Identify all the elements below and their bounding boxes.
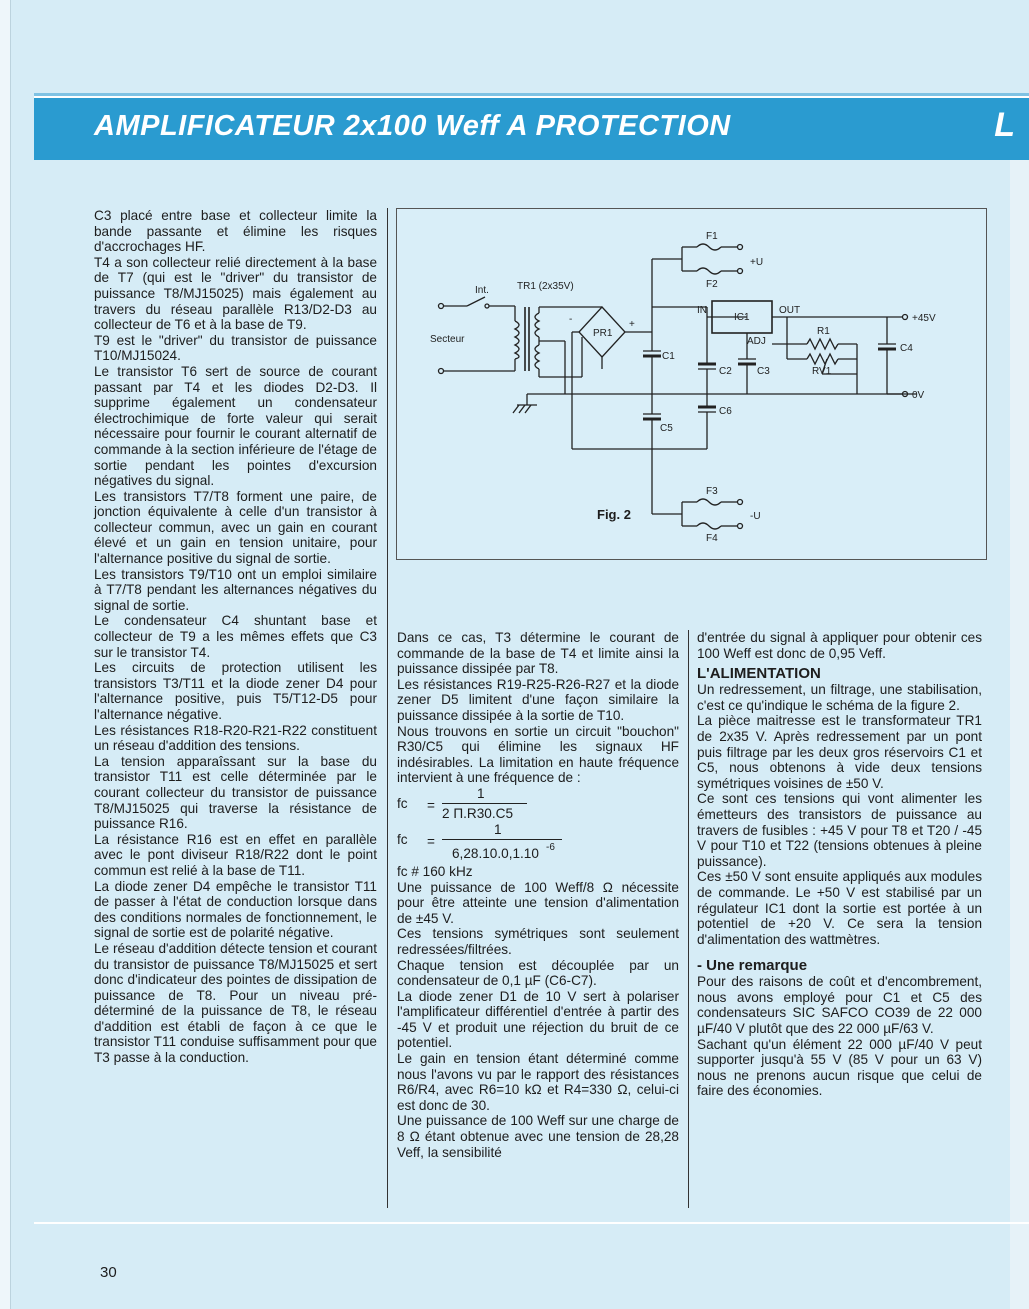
label-ic1: IC1: [734, 312, 750, 323]
schematic-svg: [397, 209, 986, 559]
formula-denominator: 2 Π.R30.C5: [442, 805, 514, 821]
formula-result: fc # 160 kHz: [397, 863, 473, 879]
paragraph: La diode zener D4 empêche le transistor T11 de passer à l'état de conduction lorsque dans des conditions normales de fonctionnement, le signal de sortie est de polarité négative.: [94, 878, 377, 941]
paragraph: Les résistances R19-R25-R26-R27 et la diode zener D5 limitent d'une façon similaire la puissance dissipée à la sortie de T10.: [397, 676, 679, 723]
paragraph: Une puissance de 100 Weff/8 Ω nécessite pour être atteinte une tension d'alimentation de ±45 V.: [397, 879, 679, 926]
paragraph: Ces tensions symétriques sont seulement redressées/filtrées.: [397, 926, 679, 957]
terminal: [439, 304, 444, 309]
paragraph: Ce sont ces tensions qui vont alimenter les émetteurs des transistors de puissance au travers de fusibles : +45 V pour T8 et T20 / -45 V pour T10 et T22 (tensions obtenues à pleine puissance).: [697, 791, 982, 869]
paragraph: Chaque tension est découplée par un condensateur de 0,1 µF (C6-C7).: [397, 957, 679, 989]
paragraph: Le transistor T6 sert de source de courant passant par T4 et les diodes D2-D3. Il supprime également un condensateur électrochimique de forte valeur qui serait nécessaire pour fournir le courant alternatif de commande à la section inférieure de l'étage de sortie pendant les pointes d'excursion négatives du signal.: [94, 363, 377, 489]
figure-power-supply-schematic: [396, 208, 987, 560]
paragraph: Le gain en tension étant déterminé comme nous l'avons vu par le rapport des résistances R6/R4, avec R6=10 kΩ et R4=330 Ω, celui-ci est donc de 30.: [397, 1051, 679, 1113]
label-r1: R1: [817, 326, 830, 337]
paragraph: C3 placé entre base et collecteur limite la bande passante et élimine les risques d'accrochages HF.: [94, 208, 377, 255]
paragraph: Un redressement, un filtrage, une stabilisation, c'est ce qu'indique le schéma de la figure 2.: [697, 682, 982, 713]
fraction-bar: [442, 803, 527, 804]
section-heading-alimentation: L'ALIMENTATION: [697, 665, 821, 683]
label-c6: C6: [719, 406, 732, 417]
formula-numerator: 1: [494, 821, 502, 837]
paragraph: Les circuits de protection utilisent les transistors T3/T11 et la diode zener D4 pour l'alternance positive, puis T5/T12-D5 pour l'alternance négative.: [94, 660, 377, 722]
paragraph: Dans ce cas, T3 détermine le courant de commande de la base de T4 et limite ainsi la puissance dissipée par T8.: [397, 630, 679, 677]
formula-numerator: 1: [477, 785, 485, 801]
formula-eq: =: [427, 797, 435, 813]
paragraph: Le condensateur C4 shuntant base et collecteur de T9 a les mêmes effets que C3 sur le transistor T4.: [94, 613, 377, 660]
paragraph: Les transistors T7/T8 forment une paire, de jonction équivalente à celle d'un transistor à collecteur commun, avec un gain en courant élevé et un gain en tension unitaire, pour l'alternance positive du signal de sortie.: [94, 488, 377, 567]
next-page-title-fragment: L: [994, 106, 1015, 144]
paragraph: La résistance R16 est en effet en parallèle avec le pont diviseur R18/R22 dont le point commun est relié à la base de T11.: [94, 831, 377, 878]
text-column-2: [397, 630, 679, 1160]
label-minus-u: -U: [750, 511, 761, 522]
paragraph: Sachant qu'un élément 22 000 µF/40 V peut supporter jusqu'à 55 V (85 V pour un 63 V) nous ne prenons aucun risque que celui de faire des économies.: [697, 1036, 982, 1099]
label-f4: F4: [706, 533, 718, 544]
paragraph: La tension apparaîssant sur la base du transistor T11 est celle déterminée par le courant collecteur du transistor de puissance T8/MJ15025 qui traverse la résistance de puissance R16.: [94, 753, 377, 832]
formula-denominator: 6,28.10.0,1.10: [452, 845, 539, 861]
label-c2: C2: [719, 366, 732, 377]
label-c1: C1: [662, 351, 675, 362]
label-f2: F2: [706, 279, 718, 290]
page-title: AMPLIFICATEUR 2x100 Weff A PROTECTION: [94, 110, 731, 142]
section-heading-remarque: - Une remarque: [697, 957, 808, 975]
figure-caption: Fig. 2: [597, 507, 631, 522]
label-c4: C4: [900, 343, 913, 354]
formula-exponent: -6: [546, 841, 555, 853]
paragraph: Une puissance de 100 Weff sur une charge de 8 Ω étant obtenue avec une tension de 28,28 Veff, la sensibilité: [397, 1113, 679, 1160]
paragraph: La diode zener D1 de 10 V sert à polariser l'amplificateur différentiel d'entrée à partir des -45 V et produit une réjection du bruit de ce potentiel.: [397, 988, 679, 1051]
label-bridge-minus: -: [569, 314, 573, 325]
label-tr1: TR1 (2x35V): [517, 281, 574, 292]
label-0v: 0V: [912, 390, 925, 401]
label-adj: ADJ: [747, 336, 766, 347]
page-number: 30: [100, 1264, 117, 1281]
formula-2: [397, 821, 679, 864]
title-banner: [34, 96, 1029, 160]
paragraph: La pièce maitresse est le transformateur TR1 de 2x35 V. Après redressement par un pont puis filtrage par les deux gros réservoirs C1 et C5, nous obtenons à vide deux tensions symétriques voisines de ±50 V.: [697, 713, 982, 791]
formula-1: [397, 786, 679, 824]
label-plus-u: +U: [750, 257, 764, 268]
paragraph: Les résistances R18-R20-R21-R22 constituent un réseau d'addition des tensions.: [94, 722, 377, 754]
paragraph: d'entrée du signal à appliquer pour obtenir ces 100 Weff est donc de 0,95 Veff.: [697, 630, 982, 661]
label-in: IN: [697, 305, 707, 316]
terminal: [439, 369, 444, 374]
footer-rule: [34, 1222, 1029, 1224]
label-pr1: PR1: [593, 328, 613, 339]
label-c5: C5: [660, 423, 673, 434]
column-divider: [387, 208, 388, 1208]
label-45v: +45V: [912, 313, 936, 324]
fraction-bar: [442, 839, 562, 840]
paragraph: T4 a son collecteur relié directement à la base de T7 (qui est le "driver" du transistor de puissance T8/MJ15025) mais également au travers du réseau parallèle R13/D2-D3 au collecteur de T6 et à la base de T9.: [94, 254, 377, 333]
paragraph: Ces ±50 V sont ensuite appliqués aux modules de commande. Le +50 V est stabilisé par un régulateur IC1 dont la sortie est portée à un potentiel de +20 V. Ce sera la tension d'alimentation des wattmètres.: [697, 869, 982, 947]
paragraph: Les transistors T9/T10 ont un emploi similaire à T7/T8 pendant les alternances négatives du signal de sortie.: [94, 566, 377, 613]
column-divider: [688, 630, 689, 1208]
label-f1: F1: [706, 231, 718, 242]
label-int: Int.: [475, 285, 489, 296]
label-secteur: Secteur: [430, 334, 465, 345]
paragraph: Nous trouvons en sortie un circuit "bouchon" R30/C5 qui élimine les signaux HF indésirables. La limitation en haute fréquence intervient à une fréquence de :: [397, 723, 679, 786]
paragraph: T9 est le "driver" du transistor de puissance T10/MJ15024.: [94, 332, 377, 364]
label-f3: F3: [706, 486, 718, 497]
formula-lhs: fc: [397, 795, 408, 811]
label-c3: C3: [757, 366, 770, 377]
label-out: OUT: [779, 305, 801, 316]
label-rv1: RV1: [812, 366, 832, 377]
text-column-1: [94, 208, 377, 1066]
paragraph: Le réseau d'addition détecte tension et courant du transistor de puissance T8/MJ15025 et sert donc d'indicateur des pointes de dissipation de puissance de T8. Pour un niveau pré-déterminé de la puissance de T8, le réseau d'addition est établi de façon à ce que le transistor T11 conduise suffisamment pour que T3 passe à la conduction.: [94, 940, 377, 1066]
text-column-3: [697, 630, 982, 1099]
label-bridge-plus: +: [629, 319, 635, 330]
paragraph: Pour des raisons de coût et d'encombrement, nous avons employé pour C1 et C5 des condensateurs SIC SAFCO CO39 de 22 000 µF/40 V plutôt que des 22 000 µF/63 V.: [697, 974, 982, 1037]
formula-lhs: fc: [397, 831, 408, 847]
page-edge: [0, 0, 11, 1309]
formula-eq: =: [427, 833, 435, 849]
next-page-edge: [1010, 160, 1029, 1309]
